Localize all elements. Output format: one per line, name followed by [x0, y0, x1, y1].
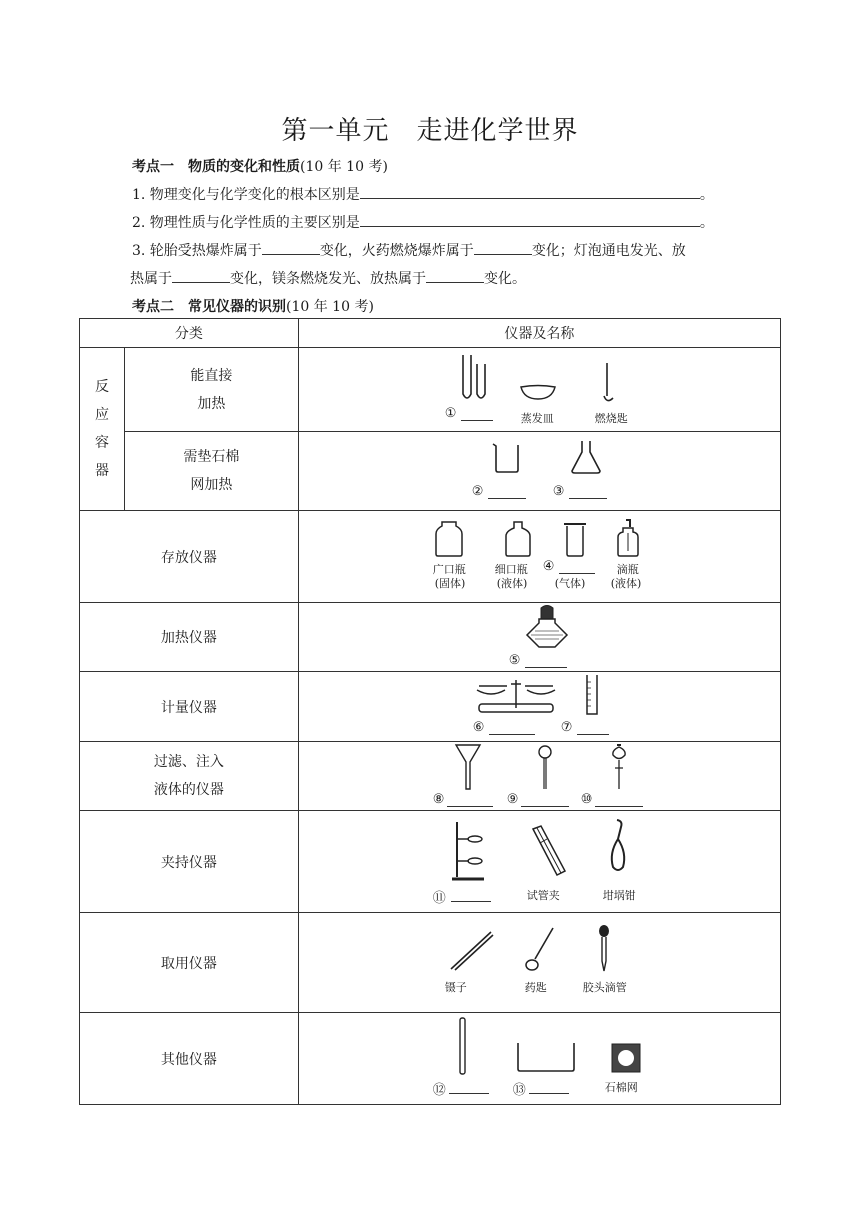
answer-blank[interactable] — [474, 240, 532, 255]
instrument-note: (液体) — [610, 577, 642, 590]
page-title: 第一单元 走进化学世界 — [281, 116, 579, 146]
answer-blank[interactable] — [559, 561, 595, 574]
answer-blank[interactable] — [488, 486, 526, 499]
instrument-label: 细口瓶 — [494, 563, 528, 576]
answer-blank[interactable] — [360, 184, 700, 199]
instrument-label: 广口瓶 — [432, 563, 466, 576]
answer-blank[interactable] — [426, 268, 484, 283]
glass-rod-icon — [459, 1017, 467, 1075]
conical-flask-icon — [571, 440, 601, 474]
heating-instruments — [298, 603, 780, 672]
evaporating-dish-icon — [520, 384, 556, 400]
instrument-number: ⑪ — [432, 891, 446, 906]
dropping-bottle-icon — [617, 519, 639, 557]
question-text: 变化；灯泡通电发光、放 — [531, 243, 686, 259]
separatory-funnel-icon — [611, 744, 627, 790]
direct-heating-label — [124, 348, 298, 432]
section-note: (10 年 10 考) — [300, 159, 388, 175]
answer-blank[interactable] — [569, 486, 607, 499]
question-1 — [132, 184, 714, 204]
question-text: 1. 物理变化与化学变化的根本区别是 — [132, 187, 360, 203]
instrument-note: (气体) — [554, 577, 586, 590]
answer-blank[interactable] — [262, 240, 320, 255]
taking-instruments — [298, 913, 780, 1013]
crucible-tongs-icon — [605, 819, 631, 875]
answer-blank[interactable] — [461, 408, 493, 421]
instrument-label: 燃烧匙 — [594, 412, 628, 425]
instrument-label: 胶头滴管 — [582, 981, 627, 994]
table-row-taking — [80, 913, 781, 1013]
header-instruments: 仪器及名称 — [298, 319, 780, 348]
answer-blank[interactable] — [577, 722, 609, 735]
other-label: 其他仪器 — [80, 1013, 299, 1105]
label-line: 液体的仪器 — [153, 782, 224, 798]
instrument-number: ④ — [542, 559, 555, 574]
table-row-storage — [80, 511, 781, 603]
answer-blank[interactable] — [447, 794, 493, 807]
dropper-icon — [597, 925, 611, 973]
instrument-number: ⑧ — [432, 792, 445, 807]
filtering-instruments — [298, 742, 780, 811]
instrument-number: ② — [471, 484, 484, 499]
question-end: 。 — [699, 215, 714, 231]
combustion-spoon-icon — [602, 362, 618, 406]
question-end: 。 — [699, 187, 714, 203]
question-text: 热属于 — [130, 271, 172, 287]
measuring-label: 计量仪器 — [80, 672, 299, 742]
answer-blank[interactable] — [451, 889, 491, 902]
instrument-number: ⑨ — [506, 792, 519, 807]
storage-instruments — [298, 511, 780, 603]
question-text: 2. 物理性质与化学性质的主要区别是 — [132, 215, 360, 231]
section-heading-text: 考点一 物质的变化和性质 — [132, 159, 300, 175]
holding-label: 夹持仪器 — [80, 811, 299, 913]
instrument-number: ⑥ — [472, 720, 485, 735]
table-row-other — [80, 1013, 781, 1105]
table-row-heating — [80, 603, 781, 672]
label-line: 需垫石棉 — [183, 449, 240, 465]
vertical-label: 反应容器 — [94, 379, 109, 479]
answer-blank[interactable] — [489, 722, 535, 735]
instrument-label: 滴瓶 — [616, 563, 639, 576]
answer-blank[interactable] — [360, 212, 700, 227]
question-text: 变化。 — [484, 271, 526, 287]
gas-jar-icon — [563, 523, 587, 557]
instrument-number: ③ — [552, 484, 565, 499]
filtering-label — [80, 742, 299, 811]
instrument-number: ⑩ — [580, 792, 593, 807]
question-3 — [132, 240, 686, 260]
test-tube-icon — [459, 354, 489, 404]
instrument-number: ⑤ — [508, 653, 521, 668]
question-3-cont — [130, 268, 526, 288]
instrument-label: 坩埚钳 — [602, 889, 636, 902]
test-tube-holder-icon — [531, 825, 567, 879]
instrument-number: ⑬ — [512, 1083, 526, 1098]
other-instruments — [298, 1013, 780, 1105]
indirect-heating-instruments — [298, 432, 780, 511]
instrument-label: 蒸发皿 — [520, 412, 554, 425]
measuring-instruments — [298, 672, 780, 742]
answer-blank[interactable] — [525, 655, 567, 668]
reaction-container-label — [80, 348, 125, 511]
graduated-cylinder-icon — [585, 674, 599, 718]
instrument-label: 镊子 — [444, 981, 467, 994]
wide-mouth-bottle-icon — [435, 521, 463, 557]
label-line: 过滤、注入 — [153, 754, 224, 770]
header-category: 分类 — [80, 319, 299, 348]
storage-label: 存放仪器 — [80, 511, 299, 603]
question-text: 变化，火药燃烧爆炸属于 — [319, 243, 474, 259]
beaker-icon — [492, 442, 522, 474]
question-2 — [132, 212, 714, 232]
table-row-direct-heating — [80, 348, 781, 432]
answer-blank[interactable] — [595, 794, 643, 807]
section-note: (10 年 10 考) — [286, 299, 374, 315]
table-header-row — [80, 319, 781, 348]
section-heading-1 — [132, 156, 388, 176]
instrument-note: (液体) — [496, 577, 528, 590]
instrument-number: ① — [444, 406, 457, 421]
instrument-label: 试管夹 — [526, 889, 560, 902]
taking-label: 取用仪器 — [80, 913, 299, 1013]
section-heading-text: 考点二 常见仪器的识别 — [132, 299, 286, 315]
indirect-heating-label — [124, 432, 298, 511]
answer-blank[interactable] — [521, 794, 569, 807]
medicine-spoon-icon — [525, 927, 557, 973]
label-line: 网加热 — [190, 477, 233, 493]
balance-icon — [471, 678, 561, 716]
alcohol-lamp-icon — [525, 605, 569, 649]
funnel-icon — [455, 744, 481, 790]
narrow-mouth-bottle-icon — [505, 521, 531, 557]
question-text: 变化，镁条燃烧发光、放热属于 — [230, 271, 426, 287]
heating-label: 加热仪器 — [80, 603, 299, 672]
instrument-number: ⑦ — [560, 720, 573, 735]
table-row-filtering — [80, 742, 781, 811]
answer-blank[interactable] — [529, 1081, 569, 1094]
label-line: 加热 — [197, 395, 226, 412]
instrument-note: (固体) — [434, 577, 466, 590]
iron-stand-icon — [451, 821, 485, 883]
answer-blank[interactable] — [449, 1081, 489, 1094]
instrument-label: 石棉网 — [604, 1081, 638, 1094]
question-text: 3. 轮胎受热爆炸属于 — [132, 243, 262, 259]
holding-instruments — [298, 811, 780, 913]
instrument-table — [79, 318, 781, 1105]
tweezers-icon — [449, 931, 493, 971]
asbestos-gauze-icon — [611, 1043, 641, 1073]
label-line: 能直接 — [190, 367, 233, 384]
instrument-label: 药匙 — [524, 981, 547, 994]
table-row-indirect-heating — [80, 432, 781, 511]
section-heading-2 — [132, 296, 374, 316]
water-trough-icon — [517, 1041, 575, 1073]
table-row-measuring — [80, 672, 781, 742]
direct-heating-instruments — [298, 348, 780, 432]
long-neck-funnel-icon — [537, 744, 553, 790]
instrument-number: ⑫ — [432, 1083, 446, 1098]
table-row-holding — [80, 811, 781, 913]
answer-blank[interactable] — [172, 268, 230, 283]
